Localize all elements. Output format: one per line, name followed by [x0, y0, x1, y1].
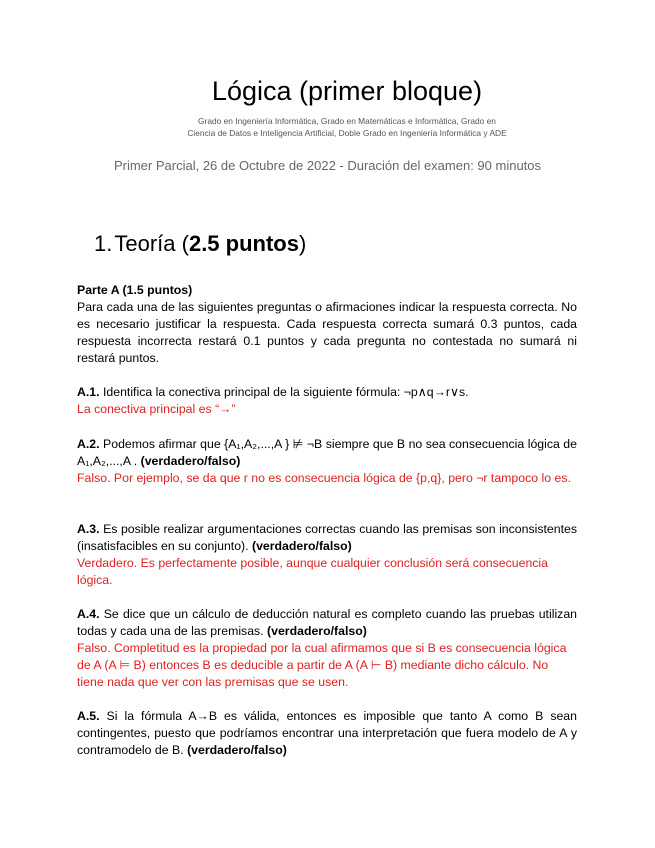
section-heading [94, 231, 306, 257]
question-label: A.1. [77, 385, 100, 399]
question-a2 [77, 436, 577, 470]
parte-a-heading: Parte A (1.5 puntos) [77, 283, 193, 297]
question-text: Si la fórmula A→B es válida, entonces es imposible que tanto A como B sean contingentes, puesto que podríamos encontrar una interpretación que fuera modelo de A y contramodelo de B. [77, 709, 577, 757]
section-points: 2.5 puntos [188, 231, 299, 256]
section-number: 1. [94, 231, 113, 256]
answer-a1: La conectiva principal es “→” [77, 402, 236, 416]
section-title-close: ) [298, 231, 307, 256]
answer-a4: Falso. Completitud es la propiedad por la cual afirmamos que si B es consecuencia lógica de A (A ⊨ B) entonces B es deducible a partir de A (A ⊢ B) mediante dicho cálculo. No tiene nada que ver con las premisas que se usen. [77, 641, 567, 689]
parte-a-instructions: Para cada una de las siguientes preguntas o afirmaciones indicar la respuesta correcta. No es necesario justificar la respuesta. Cada respuesta correcta sumará 0.3 puntos, cada respuesta incorrecta restará 0.1 puntos y cada pregunta no contestada no sumará ni restará puntos. [77, 300, 577, 365]
question-a4 [77, 606, 577, 640]
question-label: A.2. [77, 437, 100, 451]
true-false-label: (verdadero/falso) [140, 454, 241, 468]
true-false-label: (verdadero/falso) [251, 539, 352, 553]
degree-line-1: Grado en Ingeniería Informática, Grado en Matemáticas e Informática, Grado en [198, 116, 496, 126]
question-text: Identifica la conectiva principal de la siguiente fórmula: ¬p∧q→r∨s. [99, 385, 469, 399]
answer-a2: Falso. Por ejemplo, se da que r no es consecuencia lógica de {p,q}, pero ¬r tampoco lo es. [77, 471, 571, 485]
exam-info: Primer Parcial, 26 de Octubre de 2022 - Duración del examen: 90 minutos [113, 158, 542, 173]
section-title-text: Teoría ( [114, 231, 189, 256]
question-text: Se dice que un cálculo de deducción natural es completo cuando las pruebas utilizan todas y cada una de las premisas. [77, 607, 577, 638]
document-title: Lógica (primer bloque) [211, 76, 483, 106]
question-text: Podemos afirmar que {A₁,A₂,...,A } ⊭ ¬B siempre que B no sea consecuencia lógica de A₁,A₂,...,A . [77, 437, 577, 468]
true-false-label: (verdadero/falso) [187, 743, 287, 757]
degree-list [118, 115, 576, 139]
true-false-label: (verdadero/falso) [267, 624, 367, 638]
question-a3 [77, 521, 577, 555]
answer-a3: Verdadero. Es perfectamente posible, aunque cualquier conclusión será consecuencia lógica. [77, 556, 548, 587]
question-label: A.4. [77, 607, 100, 621]
question-a5 [77, 708, 577, 759]
question-text: Es posible realizar argumentaciones correctas cuando las premisas son inconsistentes (insatisfacibles en su conjunto). [77, 522, 577, 553]
degree-line-2: Ciencia de Datos e Inteligencia Artificial, Doble Grado en Ingeniería Informática y ADE [187, 128, 507, 138]
question-label: A.5. [77, 709, 100, 723]
question-label: A.3. [77, 522, 100, 536]
question-a1 [77, 384, 577, 401]
